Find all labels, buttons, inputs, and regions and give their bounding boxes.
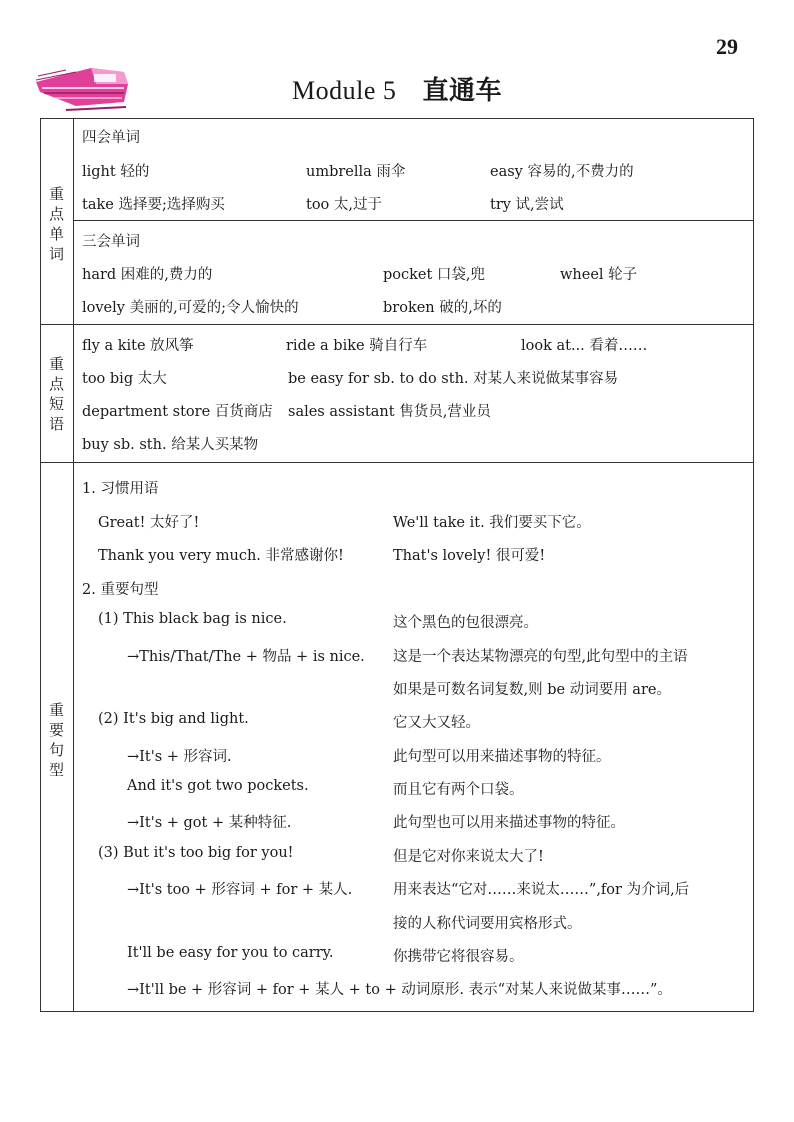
word-item: wheel 轮子 — [560, 267, 638, 283]
pattern-explanation: 此句型可以用来描述事物的特征。 — [393, 749, 611, 765]
phrase-item: ride a bike 骑自行车 — [286, 338, 428, 354]
side-label-phrases: 重 点 短 语 — [48, 355, 64, 433]
row-divider-words — [73, 220, 754, 221]
word-item: lovely 美丽的,可爱的;令人愉快的 — [82, 300, 299, 316]
pattern-sentence: (2) It's big and light. — [98, 711, 249, 727]
pattern-sentence: (1) This black bag is nice. — [98, 611, 287, 627]
phrase-item: department store 百货商店 — [82, 404, 273, 420]
pattern-translation: 但是它对你来说太大了! — [393, 849, 544, 865]
pattern-sentence: It'll be easy for you to carry. — [127, 945, 334, 961]
pattern-explanation: 此句型也可以用来描述事物的特征。 — [393, 815, 625, 831]
pattern-explanation: 用来表达“它对……来说太……”,for 为介词,后 — [393, 882, 690, 898]
patterns-heading: 2. 重要句型 — [82, 582, 159, 598]
pattern-translation: 它又大又轻。 — [393, 715, 480, 731]
side-label-sentences: 重 要 句 型 — [48, 701, 64, 779]
pattern-formula: →It's too + 形容词 + for + 某人. — [127, 882, 353, 898]
word-item: umbrella 雨伞 — [306, 164, 406, 180]
word-item: broken 破的,坏的 — [383, 300, 502, 316]
phrase-item: buy sb. sth. 给某人买某物 — [82, 437, 259, 453]
word-item: take 选择要;选择购买 — [82, 197, 225, 213]
word-item: pocket 口袋,兜 — [383, 267, 486, 283]
phrase-item: sales assistant 售货员,营业员 — [288, 404, 491, 420]
pattern-translation: 这个黑色的包很漂亮。 — [393, 615, 538, 631]
phrase-item: be easy for sb. to do sth. 对某人来说做某事容易 — [288, 371, 619, 387]
pattern-explanation: 接的人称代词要用宾格形式。 — [393, 916, 582, 932]
side-label-words: 重 点 单 词 — [48, 185, 64, 263]
idioms-heading: 1. 习惯用语 — [82, 481, 159, 497]
phrase-item: too big 太大 — [82, 371, 167, 387]
word-item: light 轻的 — [82, 164, 150, 180]
pattern-explanation: 这是一个表达某物漂亮的句型,此句型中的主语 — [393, 649, 688, 665]
four-skill-heading: 四会单词 — [82, 130, 140, 146]
idiom-item: Great! 太好了! — [98, 515, 200, 531]
pattern-translation: 你携带它将很容易。 — [393, 949, 524, 965]
pattern-formula: →This/That/The + 物品 + is nice. — [127, 649, 365, 665]
table-divider-vertical — [73, 118, 74, 1012]
word-item: easy 容易的,不费力的 — [490, 164, 634, 180]
idiom-item: We'll take it. 我们要买下它。 — [393, 515, 591, 531]
word-item: hard 困难的,费力的 — [82, 267, 213, 283]
pattern-formula-last: →It'll be + 形容词 + for + 某人 + to + 动词原形. 表示“对某人来说做某事……”。 — [127, 982, 672, 998]
pattern-sentence: And it's got two pockets. — [127, 778, 309, 794]
pattern-sentence: (3) But it's too big for you! — [98, 845, 294, 861]
pattern-formula: →It's + got + 某种特征. — [127, 815, 292, 831]
word-item: too 太,过于 — [306, 197, 383, 213]
word-item: try 试,尝试 — [490, 197, 564, 213]
idiom-item: Thank you very much. 非常感谢你! — [98, 548, 344, 564]
phrase-item: fly a kite 放风筝 — [82, 338, 194, 354]
module-number: Module 5 — [292, 76, 397, 105]
idiom-item: That's lovely! 很可爱! — [393, 548, 546, 564]
three-skill-heading: 三会单词 — [82, 234, 140, 250]
pattern-explanation: 如果是可数名词复数,则 be 动词要用 are。 — [393, 682, 671, 698]
pattern-translation: 而且它有两个口袋。 — [393, 782, 524, 798]
row-divider-phrases — [40, 324, 754, 325]
row-divider-sentences — [40, 462, 754, 463]
pattern-formula: →It's + 形容词. — [127, 749, 232, 765]
phrase-item: look at... 看着…… — [521, 338, 648, 354]
page-title — [0, 70, 794, 107]
page-number: 29 — [716, 34, 738, 59]
title-zh: 直通车 — [422, 76, 502, 106]
